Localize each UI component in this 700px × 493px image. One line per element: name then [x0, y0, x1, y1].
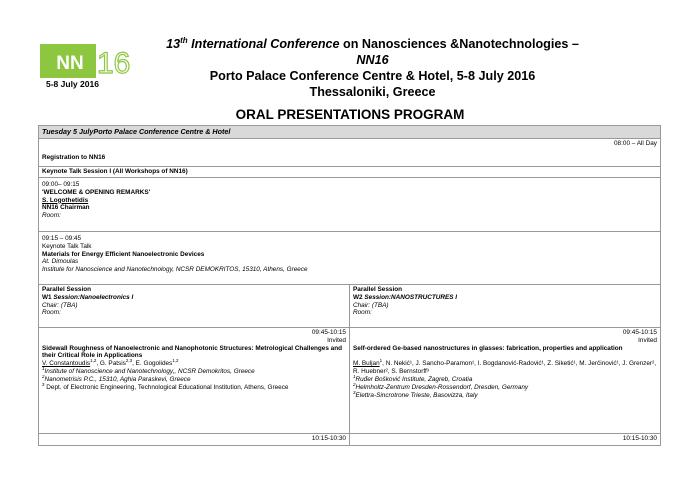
header-ordinal-suffix: th: [180, 35, 188, 45]
logo-16-text: 16: [97, 47, 131, 80]
program-title: ORAL PRESENTATIONS PROGRAM: [235, 107, 465, 122]
nn16-logo: [40, 44, 142, 80]
keynote-type: Keynote Talk Talk: [42, 242, 92, 250]
header-line-3: Thessaloniki, Greece: [309, 85, 436, 99]
talk-affiliation-right-1: $^1$Ruđer Bošković Institute, Zagreb, Croatia: [353, 373, 473, 383]
logo-date: 5-8 July 2016: [46, 79, 99, 89]
session-chair-right: Chair: (TBA): [353, 301, 389, 309]
talk-title-right: Self-ordered Ge-based nanostructures in glasses: fabrication, properties and application: [353, 344, 623, 352]
program-table: [38, 125, 661, 446]
keynote-affiliation: Institute for Nanoscience and Nanotechnology, NCSR DEMOKRITOS, 15310, Athens, Greece: [42, 266, 308, 274]
talk-time-left: 09:45-10:15: [311, 329, 346, 336]
keynote-time: 09:15 – 09:45: [42, 235, 82, 242]
talk-right: [349, 328, 660, 433]
keynote-session-row: Keynote Talk Session I (All Workshops of NN16): [39, 166, 660, 177]
keynote-speaker: At. Dimoulas: [42, 258, 79, 266]
parallel-sessions-row: [39, 284, 660, 327]
keynote-row: [39, 231, 660, 284]
session-title-right: W2 Session:NANOSTRUCTURES I: [353, 293, 458, 301]
registration-row: [39, 138, 660, 166]
session-title-left: W1 Session:Nanoelectronics I: [42, 293, 134, 301]
talk-affiliation-left-1: $^1$Institute of Nanoscience and Nanotechnology,, NCSR Demokritos, Greece: [42, 365, 255, 375]
parallel-session-left: [39, 285, 349, 327]
talk-authors-right: M. Buljan$^1$, N. Nekić¹, J. Sancho-Paramon¹, I. Bogdanović-Radović¹, Z. Siketić¹, M. Jerčinović¹, J. Grenzer², R. Huebner², S. Bernstorff³: [353, 358, 656, 376]
welcome-room: Room:: [42, 212, 61, 220]
header-conf-type: International Conference: [187, 37, 340, 51]
welcome-role: NN16 Chairman: [42, 204, 90, 212]
talk-affiliation-left-2: $^2$Nanometrisis P.C., 15310, Aghia Paraskevi, Greece: [42, 373, 191, 383]
header-conf-topic: on Nanosciences &Nanotechnologies –: [339, 37, 579, 51]
parallel-label: Parallel Session: [353, 286, 403, 293]
day-header: Tuesday 5 JulyPorto Palace Conference Centre & Hotel: [39, 126, 660, 138]
talk-type-left: Invited: [327, 336, 346, 344]
parallel-session-right: [349, 285, 660, 327]
logo-nn-text: NN: [56, 53, 84, 74]
next-slot-row: [39, 433, 660, 445]
talks-row: [39, 327, 660, 433]
conference-header: [150, 36, 595, 100]
welcome-time: 09:00– 09:15: [42, 181, 80, 188]
talk-affiliation-right-2: $^2$Helmholtz-Zentrum Dresden-Rossendorf, Dresden, Germany: [353, 381, 529, 391]
talk-left: [39, 328, 349, 433]
header-line-2: Porto Palace Conference Centre & Hotel, 5-8 July 2016: [209, 69, 536, 83]
talk-affiliation-left-3: $^3$ Dept. of Electronic Engineering, Technological Educational Institution, Athens, Greece: [42, 381, 289, 391]
parallel-label: Parallel Session: [42, 286, 92, 293]
welcome-title: 'WELCOME & OPENING REMARKS': [42, 188, 151, 196]
talk-affiliation-right-3: $^3$Elettra-Sincrotrone Trieste, Basovizza, Italy: [353, 389, 478, 399]
welcome-speaker: S. Logothetidis: [42, 196, 89, 204]
keynote-title: Materials for Energy Efficient Nanoelectronic Devices: [42, 250, 205, 258]
session-chair-left: Chair: (TBA): [42, 301, 78, 309]
registration-time: 08:00 – All Day: [614, 140, 657, 147]
header-conf-code: NN16: [356, 53, 389, 67]
session-room-left: Room:: [42, 309, 61, 317]
session-room-right: Room:: [353, 309, 372, 317]
talk-time-right: 09:45-10:15: [622, 329, 657, 336]
next-time-left: 10:15-10:30: [311, 435, 346, 442]
welcome-row: [39, 177, 660, 231]
header-ordinal: 13: [166, 37, 181, 51]
talk-type-right: Invited: [638, 336, 657, 344]
registration-label: Registration to NN16: [42, 154, 106, 161]
talk-title-left: Sidewall Roughness of Nanoelectronic and Nanophotonic Structures: Metrological Challenges and their Critical Role in Applications: [42, 344, 343, 360]
next-time-right: 10:15-10:30: [349, 434, 660, 445]
talk-authors-left: V. Constantoudis$^{1,2}$, G. Patsis$^{2,3}$, E. Gogolides$^{1,2}$: [42, 358, 179, 368]
header-line-1: [150, 36, 595, 68]
